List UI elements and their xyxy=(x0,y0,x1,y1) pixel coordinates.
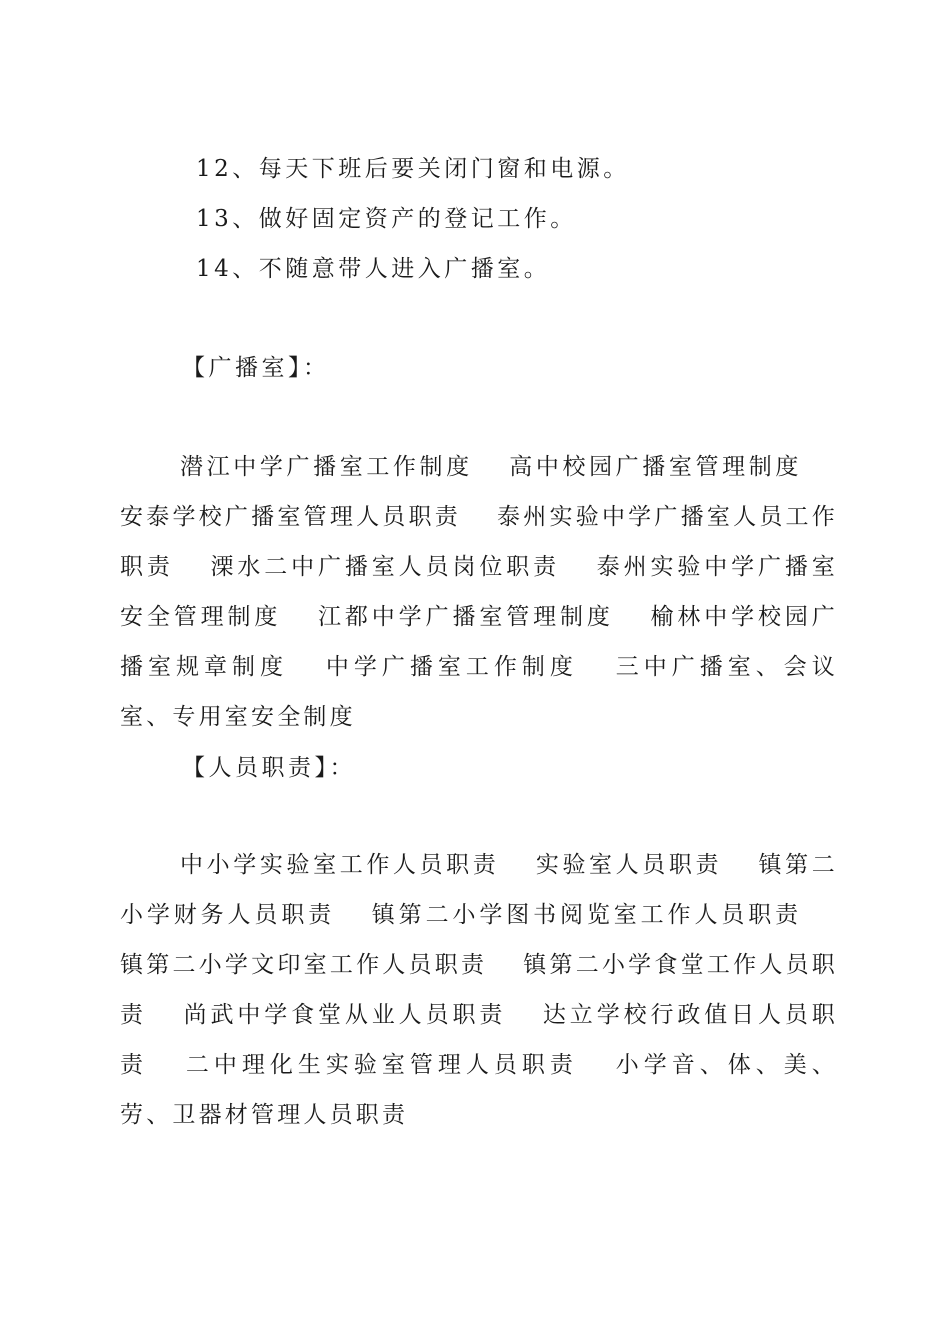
broadcast-room-links xyxy=(120,442,838,742)
link-item[interactable]: 小学音、体、美、劳、卫器材管理人员职责 xyxy=(120,1052,838,1128)
link-item[interactable]: 中小学实验室工作人员职责 xyxy=(180,852,500,878)
list-item-13: 13、做好固定资产的登记工作。 xyxy=(196,206,577,232)
link-item[interactable]: 镇第二小学财务人员职责 xyxy=(120,852,838,928)
link-item[interactable]: 泰州实验中学广播室安全管理制度 xyxy=(120,554,838,630)
link-item[interactable]: 镇第二小学图书阅览室工作人员职责 xyxy=(371,902,802,928)
link-item[interactable]: 中学广播室工作制度 xyxy=(324,654,578,680)
link-item[interactable]: 溧水二中广播室人员岗位职责 xyxy=(209,554,560,580)
link-item[interactable]: 镇第二小学文印室工作人员职责 xyxy=(120,952,488,978)
link-item[interactable]: 潜江中学广播室工作制度 xyxy=(180,454,473,480)
link-item[interactable]: 高中校园广播室管理制度 xyxy=(508,454,803,480)
list-item-14: 14、不随意带人进入广播室。 xyxy=(196,256,551,282)
link-item[interactable]: 镇第二小学食堂工作人员职责 xyxy=(120,952,838,1028)
link-item[interactable]: 达立学校行政值日人员职责 xyxy=(120,1002,838,1078)
staff-duties-links xyxy=(120,840,838,1140)
link-item[interactable]: 二中理化生实验室管理人员职责 xyxy=(184,1052,578,1078)
link-item[interactable]: 榆林中学校园广播室规章制度 xyxy=(120,604,838,680)
link-item[interactable]: 实验室人员职责 xyxy=(535,852,723,878)
link-item[interactable]: 三中广播室、会议室、专用室安全制度 xyxy=(120,654,838,730)
link-item[interactable]: 安泰学校广播室管理人员职责 xyxy=(120,504,461,530)
link-item[interactable]: 江都中学广播室管理制度 xyxy=(317,604,614,630)
list-item-12: 12、每天下班后要关闭门窗和电源。 xyxy=(196,156,630,182)
link-item[interactable]: 尚武中学食堂从业人员职责 xyxy=(182,1002,507,1028)
section-heading-staff-duties: 【人员职责】： xyxy=(182,755,356,781)
link-item[interactable]: 泰州实验中学广播室人员工作职责 xyxy=(120,504,838,580)
section-heading-broadcast-room: 【广播室】： xyxy=(182,355,330,381)
